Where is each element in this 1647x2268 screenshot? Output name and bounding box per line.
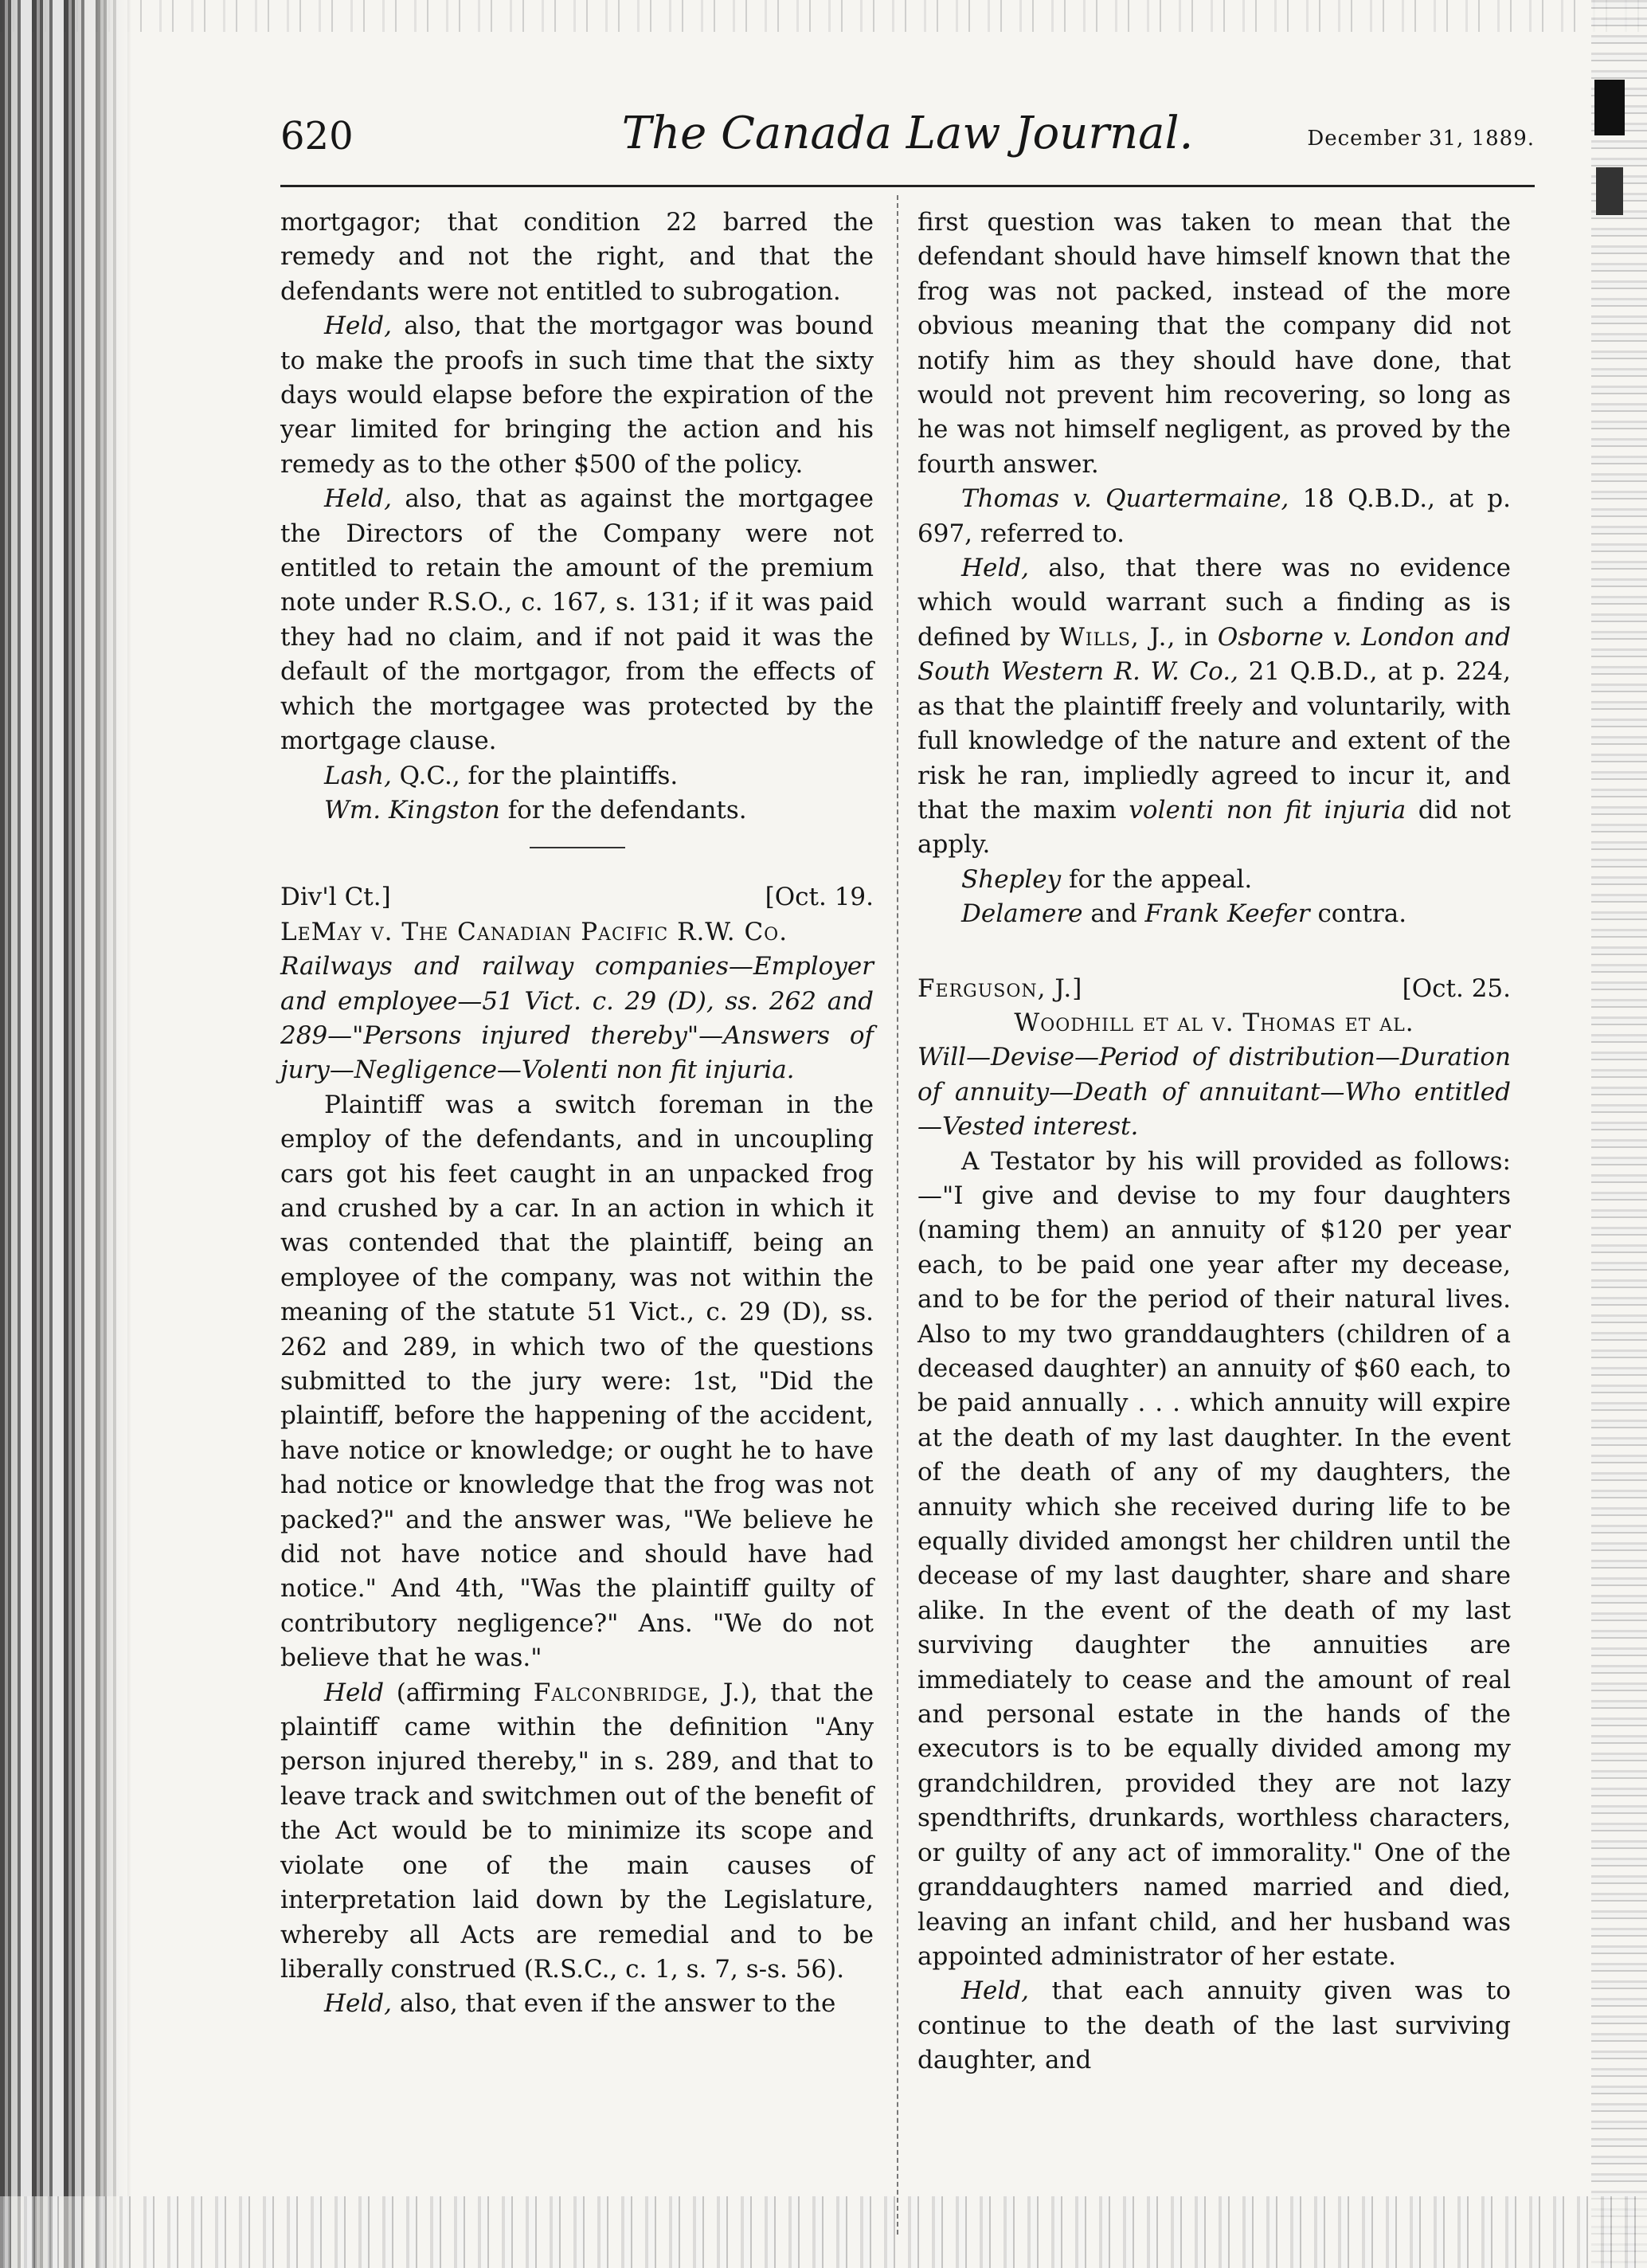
running-header	[280, 108, 1535, 171]
held-lead: Held,	[961, 554, 1029, 583]
case-citation: Osborne v. London and South Western R. W. Co.,	[917, 622, 1511, 687]
case-court-line	[280, 880, 874, 915]
paragraph: A Testator by his will provided as follows:—"I give and devise to my four daughters (naming them) an annuity of $120 per year each, to be paid one year after my decease, and to be for the period of their natural lives. Also to my two granddaughters (children of a deceased daughter) an annuity of $60 each, to be paid annually . . . which annuity will expire at the death of my last daughter. In the event of the death of any of my daughters, the annuity which she received during life to be equally divided amongst her children until the decease of my last daughter, share and share alike. In the event of the death of my last surviving daughter the annuities are immediately to cease and the amount of real and personal estate in the hands of the executors is to be equally divided among my grandchildren, provided they are not lazy spendthrifts, drunkards, worthless characters, or guilty of any act of immorality." One of the granddaughters named married and died, leaving an infant child, and her husband was appointed administrator of her estate.	[917, 1146, 1511, 1971]
paragraph: Held, also, that the mortgagor was bound to make the proofs in such time that the sixty days would elapse before the expiration of the year limited for bringing the action and his remedy as to the other $500 of the policy.	[280, 311, 874, 479]
paragraph: Held, also, that even if the answer to the	[324, 1989, 836, 2019]
paragraph: mortgagor; that condition 22 barred the remedy and not the right, and that the defendants were not entitled to subrogation.	[280, 208, 874, 306]
column-divider	[897, 195, 900, 2235]
paragraph: Plaintiff was a switch foreman in the employ of the defendants, and in uncoupling cars got his feet caught in an unpacked frog and crushed by a car. In an action in which it was contended that the plaintiff, being an employee of the company, was not within the meaning of the statute 51 Vict., c. 29 (D), ss. 262 and 289, in which two of the questions submitted to the jury were: 1st, "Did the plaintiff, before the happening of the accident, have notice or knowledge; or ought he to have had notice or knowledge that the frog was not packed?" and the answer was, "We believe he did not have notice and should have had notice." And 4th, "Was the plaintiff guilty of contributory negligence?" Ans. "We do not believe that he was."	[280, 1090, 874, 1673]
right-column	[917, 206, 1511, 2078]
scan-top-edge	[0, 0, 1647, 32]
judge-name: Wills, J.	[1059, 622, 1168, 652]
paragraph: Held, also, that there was no evidence which would warrant such a finding as is defined by Wills, J., in Osborne v. London and South Western R. W. Co., 21 Q.B.D., at p. 224, as that the plaintiff freely and voluntarily, with full knowledge of the nature and extent of the risk he ran, impliedly agreed to incur it, and that the maxim volenti non fit injuria did not apply.	[917, 554, 1511, 860]
counsel-line: Lash, Q.C., for the plaintiffs.	[324, 761, 679, 790]
held-lead: Held,	[961, 1976, 1029, 2006]
headnote: Will—Devise—Period of distribution—Duration of annuity—Death of annuitant—Who entitled—Vested interest.	[917, 1043, 1511, 1142]
left-column	[280, 206, 874, 2022]
held-lead: Held,	[324, 1989, 392, 2019]
paragraph: Held (affirming Falconbridge, J.), that the plaintiff came within the definition "Any person injured thereby," in s. 289, and that to leave track and switchmen out of the benefit of the Act would be to minimize its scope and violate one of the main causes of interpretation laid down by the Legislature, whereby all Acts are remedial and to be liberally construed (R.S.C., c. 1, s. 7, s-s. 56).	[280, 1678, 874, 1984]
held-lead: Held,	[324, 311, 392, 341]
section-separator	[530, 847, 625, 848]
scan-tab-mark	[1596, 167, 1623, 215]
court-name: Div'l Ct.]	[280, 883, 391, 912]
case-date: [Oct. 25.	[1402, 973, 1511, 1003]
header-rule	[280, 185, 1535, 187]
held-lead: Held	[324, 1678, 385, 1707]
scan-right-edge	[1591, 0, 1647, 2268]
court-name: Ferguson, J.]	[917, 973, 1083, 1003]
headnote: Railways and railway companies—Employer and employee—51 Vict. c. 29 (D), ss. 262 and 289—"Persons injured thereby"—Answers of jury—Negligence—Volenti non fit injuria.	[280, 952, 874, 1085]
case-citation: Thomas v. Quartermaine,	[961, 484, 1289, 514]
held-lead: Held,	[324, 484, 392, 514]
counsel-line: Shepley for the appeal.	[961, 864, 1253, 894]
paragraph: first question was taken to mean that the defendant should have himself known that the frog was not packed, instead of the more obvious meaning that the company did not notify him as they should have done, that would not prevent him recovering, so long as he was not himself negligent, as proved by the fourth answer.	[917, 208, 1511, 479]
scan-bottom-edge	[0, 2196, 1647, 2268]
paragraph: Held, also, that as against the mortgagee the Directors of the Company were not entitled to retain the amount of the premium note under R.S.O., c. 167, s. 131; if it was paid they had no claim, and if not paid it was the default of the mortgagor, from the effects of which the mortgagee was protected by the mortgage clause.	[280, 484, 874, 756]
citation-line: Thomas v. Quartermaine, 18 Q.B.D., at p. 697, referred to.	[917, 484, 1511, 548]
paragraph: Held, that each annuity given was to continue to the death of the last surviving daughter, and	[917, 1976, 1511, 2075]
counsel-line: Delamere and Frank Keefer contra.	[961, 899, 1407, 929]
page-number: 620	[280, 114, 354, 159]
judge-name: Falconbridge, J.	[533, 1678, 741, 1707]
case-title: LeMay v. The Canadian Pacific R.W. Co.	[280, 917, 788, 946]
case-title: Woodhill et al v. Thomas et al.	[1014, 1008, 1414, 1037]
counsel-line: Wm. Kingston for the defendants.	[324, 795, 747, 825]
scan-tab-mark	[1594, 80, 1625, 135]
latin-maxim: volenti non fit injuria	[1129, 795, 1406, 825]
scan-binding-edge	[0, 0, 131, 2268]
issue-date: December 31, 1889.	[1307, 127, 1535, 151]
case-court-line	[917, 972, 1511, 1006]
case-date: [Oct. 19.	[765, 883, 874, 912]
journal-title: The Canada Law Journal.	[621, 108, 1194, 159]
